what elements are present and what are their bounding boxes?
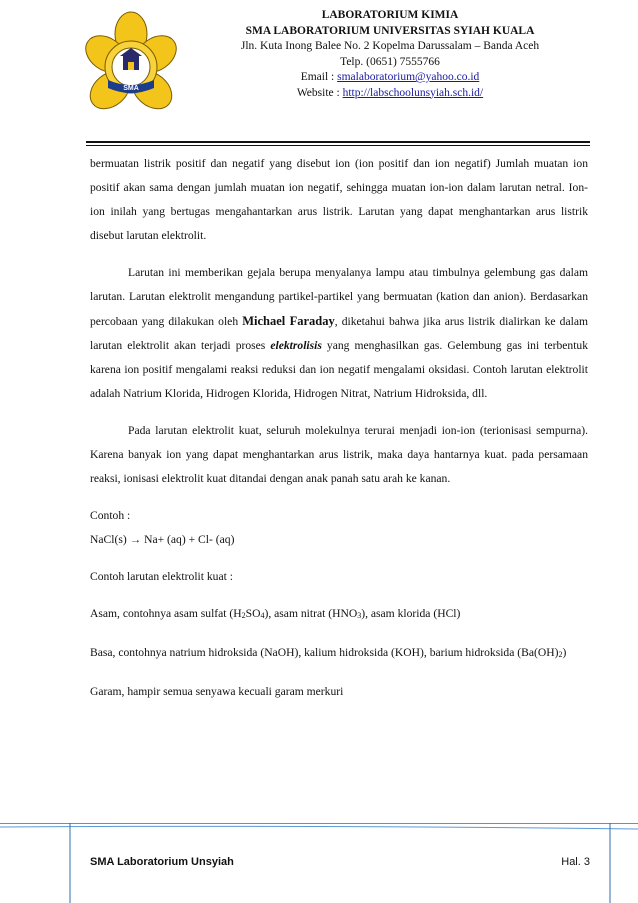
- website-link[interactable]: http://labschoolunsyiah.sch.id/: [342, 86, 484, 99]
- acid-text-a: Asam, contohnya asam sulfat (H: [90, 607, 242, 620]
- acid-subscript-2: 4: [260, 611, 265, 620]
- salt-examples: Garam, hampir semua senyawa kecuali garam merkuri: [90, 685, 344, 698]
- letterhead-lab-name: LABORATORIUM KIMIA: [321, 9, 459, 21]
- acid-examples: [90, 602, 588, 628]
- electrolysis-term: elektrolisis: [270, 339, 322, 352]
- letterhead-address: Jln. Kuta Inong Balee No. 2 Kopelma Darussalam – Banda Aceh: [240, 40, 540, 52]
- school-logo: [84, 10, 178, 130]
- paragraph-3: Pada larutan elektrolit kuat, seluruh molekulnya terurai menjadi ion-ion (terionisasi sempurna). Karena banyak ion yang dapat menghantarkan arus listrik, maka daya hantarnya kuat. pada persamaan reaksi, ionisasi elektrolit kuat ditandai dengan anak panah satu arah ke kanan.: [90, 424, 588, 485]
- acid-subscript-3: 3: [357, 611, 362, 620]
- letterhead-school-name: SMA LABORATORIUM UNIVERSITAS SYIAH KUALA: [245, 24, 535, 37]
- paragraph-2-part-c: yang menghasilkan gas. Gelembung gas ini terbentuk karena ion positif mengalami reaksi reduksi dan ion negatif mengalami oksidasi. Contoh larutan elektrolit adalah Natrium Klorida, Hidrogen Klorida, Hidrogen Nitrat, Natrium Hidroksida, dll.: [90, 339, 589, 400]
- acid-subscript-1: 2: [241, 611, 246, 620]
- paragraph-2-part-b: , diketahui bahwa jika arus listrik dialirkan ke dalam larutan elektrolit akan terjadi proses: [90, 315, 588, 352]
- logo-text: SMA: [123, 85, 139, 92]
- base-subscript: 2: [558, 650, 563, 659]
- paragraph-1: bermuatan listrik positif dan negatif yang disebut ion (ion positif dan ion negatif) Jumlah muatan ion positif akan sama dengan jumlah muatan ion negatif, sehingga muatan ion-ion dalam larutan netral. Ion-ion inilah yang bertugas mengahantarkan arus listrik. Larutan yang dapat menghantarkan arus listrik disebut larutan elektrolit.: [90, 157, 588, 242]
- letterhead-divider-thick: [86, 141, 590, 143]
- scientist-name: Michael Faraday: [242, 314, 335, 328]
- base-examples: [90, 641, 588, 667]
- letterhead-divider-thin: [86, 145, 590, 146]
- letterhead-email-row: [200, 70, 580, 86]
- letterhead-website-row: [200, 86, 580, 102]
- paragraph-2-part-a: Larutan ini memberikan gejala berupa menyalanya lampu atau timbulnya gelembung gas dalam larutan. Larutan elektrolit mengandung partikel-partikel yang bermuatan (kation dan anion). Berdasarkan percobaan yang dilakukan oleh: [90, 266, 588, 328]
- footer-page-number: Hal. 3: [561, 856, 590, 868]
- base-text-a: Basa, contohnya natrium hidroksida (NaOH), kalium hidroksida (KOH), barium hidroksida (Ba(OH): [90, 646, 559, 659]
- acid-text-c: ), asam nitrat (HNO: [264, 607, 358, 620]
- example-label: Contoh :: [90, 509, 131, 522]
- footer-school-name: SMA Laboratorium Unsyiah: [90, 856, 234, 868]
- acid-text-b: SO: [245, 607, 261, 620]
- letterhead-phone: Telp. (0651) 7555766: [340, 55, 440, 68]
- document-body: [90, 152, 588, 704]
- letterhead: [200, 8, 580, 101]
- acid-text-d: ), asam klorida (HCl): [361, 607, 461, 620]
- website-label: Website :: [296, 86, 343, 99]
- example-reaction: NaCl(s) → Na+ (aq) + Cl- (aq): [90, 533, 235, 546]
- email-link[interactable]: smalaboratorium@yahoo.co.id: [337, 71, 480, 83]
- base-text-b: ): [562, 646, 567, 659]
- strong-electrolyte-heading: Contoh larutan elektrolit kuat :: [90, 570, 233, 583]
- email-label: Email :: [300, 71, 338, 83]
- paragraph-2: [90, 261, 588, 406]
